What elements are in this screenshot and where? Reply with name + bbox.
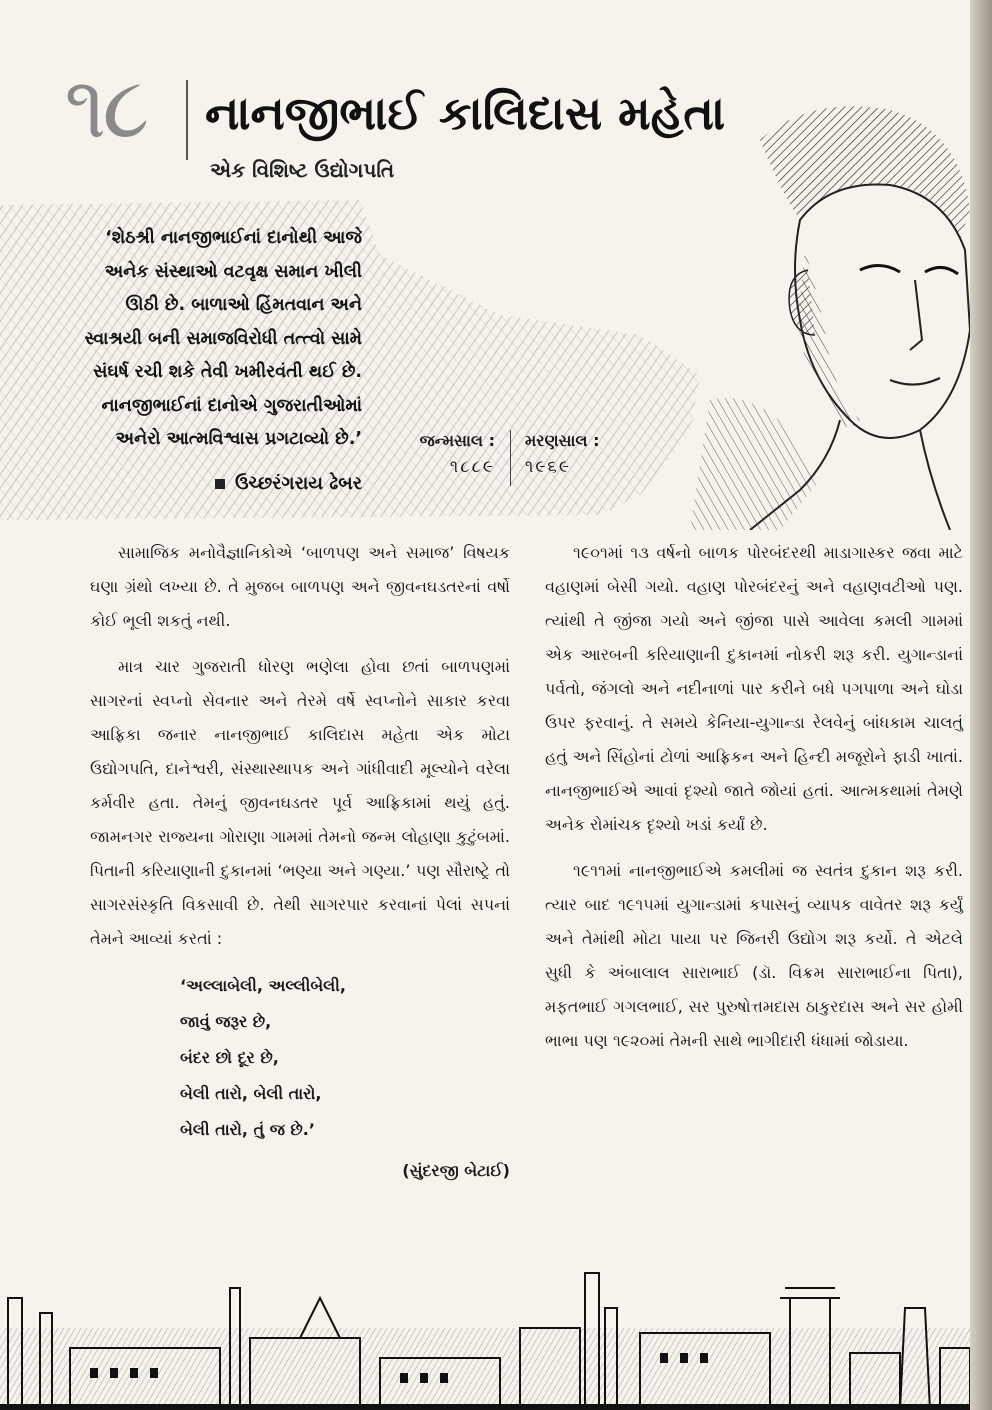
quote-line: ઊઠી છે. બાળાઓ હિંમતવાન અને bbox=[125, 295, 362, 315]
birth-year: ૧૮૮૯ bbox=[449, 457, 495, 477]
poem-line: બેલી તારો, બેલી તારો, bbox=[180, 1084, 322, 1103]
poem-line: જાવું જરૂર છે, bbox=[180, 1012, 272, 1031]
quote-line: અનેરો આત્મવિશ્વાસ પ્રગટાવ્યો છે.’ bbox=[115, 429, 362, 449]
poem-credit: (સુંદરજી બેટાઈ) bbox=[402, 1161, 510, 1180]
right-column bbox=[545, 536, 963, 1070]
page-title: નાનજીભાઈ કાલિદાસ મહેતા bbox=[205, 86, 726, 140]
quote-line: ‘શેઠશ્રી નાનજીભાઈનાં દાનોથી આજે bbox=[105, 228, 362, 248]
poem-line: ‘અલ્લાબેલી, અલ્લીબેલી, bbox=[180, 976, 346, 995]
birth-year-block bbox=[400, 428, 495, 480]
quote-block bbox=[40, 222, 362, 457]
quote-line: અનેક સંસ્થાઓ વટવૃક્ષ સમાન ખીલી bbox=[104, 261, 362, 282]
poem-line: બંદર છો દૂર છે, bbox=[180, 1048, 279, 1067]
death-label: મરણસાલ : bbox=[525, 431, 600, 450]
page-edge-shadow bbox=[970, 0, 992, 1410]
page-subtitle: એક વિશિષ્ટ ઉદ્યોગપતિ bbox=[210, 158, 395, 182]
chapter-number: ૧૮ bbox=[64, 58, 146, 158]
paragraph: ૧૯૧૧માં નાનજીભાઈએ કમલીમાં જ સ્વતંત્ર દુકાન શરૂ કરી. ત્યાર બાદ ૧૯૧૫માં યુગાન્ડામાં કપાસનું વ્યાપક વાવેતર શરૂ કર્યું અને તેમાંથી મોટા પાયા પર જિનરી ઉદ્યોગ શરૂ કર્યો. તે એટલે સુધી કે અંબાલાલ સારાભાઈ (ડૉ. વિક્રમ સારાભાઈના પિતા), મફતભાઈ ગગલભાઈ, સર પુરુષોત્તમદાસ ઠાકુરદાસ અને સર હોમી ભાભા પણ ૧૯૨૦માં તેમની સાથે ભાગીદારી ધંધામાં જોડાયા. bbox=[545, 861, 963, 1050]
poem bbox=[180, 968, 510, 1148]
dates-divider bbox=[510, 430, 511, 486]
portrait-sketch bbox=[690, 100, 975, 530]
left-column bbox=[90, 536, 510, 1188]
paragraph: માત્ર ચાર ગુજરાતી ધોરણ ભણેલા હોવા છતાં બાળપણમાં સાગરનાં સ્વપ્નો સેવનાર અને તેરમે વર્ષે સ્વપ્નોને સાકાર કરવા આફ્રિકા જનાર નાનજીભાઈ કાલિદાસ મહેતા એક મોટા ઉદ્યોગપતિ, દાનેશ્વરી, સંસ્થાસ્થાપક અને ગાંધીવાદી મૂલ્યોને વરેલા કર્મવીર હતા. તેમનું જીવનઘડતર પૂર્વ આફ્રિકામાં થયું હતું. જામનગર રાજ્યના ગોરાણા ગામમાં તેમનો જન્મ લોહાણા કુટુંબમાં. પિતાની કરિયાણાની દુકાનમાં ‘ભણ્યા અને ગણ્યા.’ પણ સૌરાષ્ટ્રે તો સાગરસંસ્કૃતિ વિકસાવી છે. તેથી સાગરપાર કરવાનાં પેલાં સપનાં તેમને આવ્યાં કરતાં : bbox=[90, 657, 510, 948]
paragraph: ૧૯૦૧માં ૧૩ વર્ષનો બાળક પોરબંદરથી માડાગાસ્કર જવા માટે વહાણમાં બેસી ગયો. વહાણ પોરબંદરનું અને વહાણવટીઓ પણ. ત્યાંથી તે જીંજા ગયો અને જીંજા પાસે આવેલા કમલી ગામમાં એક આરબની કરિયાણાની દુકાનમાં નોકરી શરૂ કરી. યુગાન્ડાનાં પર્વતો, જંગલો અને નદીનાળાં પાર કરીને બધે પગપાળા અને ઘોડા ઉપર ફરવાનું. તે સમયે કેનિયા-યુગાન્ડા રેલવેનું બાંધકામ ચાલતું હતું અને સિંહોનાં ટોળાં આફ્રિકન અને હિન્દી મજૂરોને ફાડી ખાતાં. નાનજીભાઈએ આવાં દૃશ્યો જાતે જોયાં હતાં. આત્મકથામાં તેમણે અનેક રોમાંચક દૃશ્યો ખડાં કર્યાં છે. bbox=[545, 543, 963, 834]
paragraph: સામાજિક મનોવૈજ્ઞાનિકોએ ‘બાળપણ અને સમાજ’ વિષયક ઘણા ગ્રંથો લખ્યા છે. તે મુજબ બાળપણ અને જીવનઘડતરનાં વર્ષો કોઈ ભૂલી શકતું નથી. bbox=[90, 543, 510, 630]
quote-line: સ્વાશ્રયી બની સમાજવિરોધી તત્ત્વો સામે bbox=[84, 328, 362, 349]
quote-author-name: ઉચ્છરંગરાય ઢેબર bbox=[234, 473, 362, 494]
quote-author bbox=[160, 473, 362, 494]
birth-label: જન્મસાલ : bbox=[419, 431, 495, 450]
title-divider bbox=[186, 80, 188, 160]
poem-line: બેલી તારો, તું જ છે.’ bbox=[180, 1120, 315, 1139]
bullet-square-icon bbox=[215, 479, 225, 489]
death-year: ૧૯૬૯ bbox=[525, 457, 571, 477]
death-year-block bbox=[525, 428, 645, 480]
quote-line: સંઘર્ષ રચી શકે તેવી ખમીરવંતી થઈ છે. bbox=[93, 362, 362, 382]
factory-skyline-illustration bbox=[0, 1268, 992, 1410]
quote-line: નાનજીભાઈનાં દાનોએ ગુજરાતીઓમાં bbox=[101, 395, 362, 416]
